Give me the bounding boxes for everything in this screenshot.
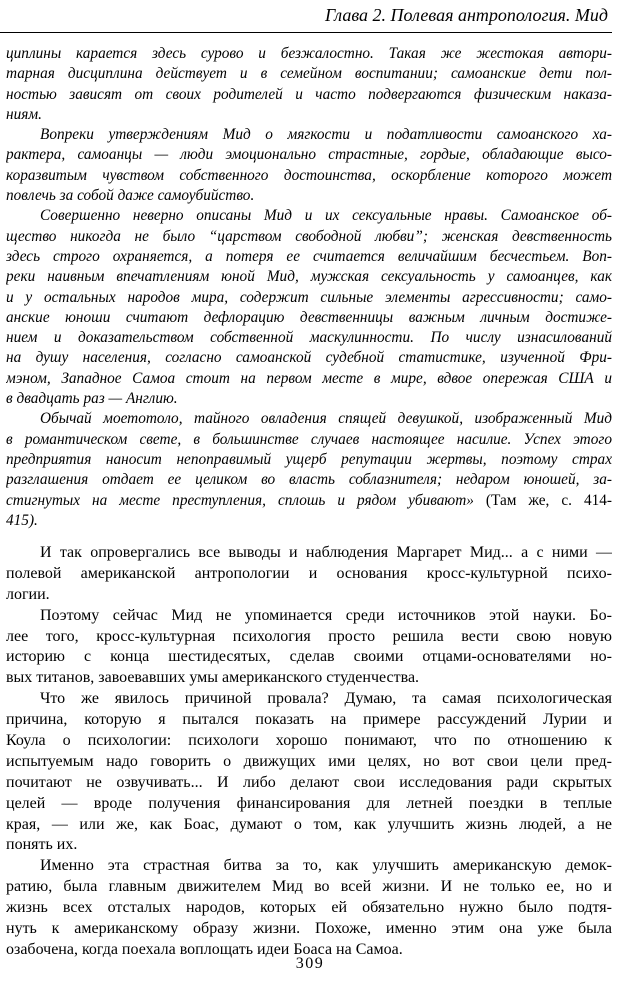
- quote-line: в двадцать раз — Англию.: [6, 390, 178, 408]
- quote-line: ниям.: [6, 105, 42, 123]
- quote-line: Вопреки утверждениям Мид о мягкости и податливости самоанского ха-: [40, 126, 612, 144]
- quote-line-with-citation: [6, 491, 612, 511]
- body-line: вых титанов, завоевавших умы американского студенчества.: [6, 669, 420, 687]
- quote-line: на душу населения, согласно самоанской судебной статистике, изученной Фри-: [6, 349, 612, 367]
- body-line: Коула о психологии: психологи хорошо понимают, что по отношению к: [6, 732, 612, 750]
- quote-line: и у остальных народов мира, содержит сильные элементы агрессивности; само-: [6, 288, 612, 306]
- body-line: полевой американской антропологии и основания кросс-культурной психо-: [6, 564, 612, 582]
- body-line: Именно эта страстная битва за то, как улучшить американскую демок-: [40, 857, 612, 875]
- quote-line: стигнутых на месте преступления, сплошь и рядом убивают»: [6, 491, 474, 509]
- body-line: края, — или же, как Боас, думают о том, как улучшить жизнь людей, а не: [6, 815, 612, 833]
- quote-line: Совершенно неверно описаны Мид и их сексуальные нравы. Самоанское об-: [40, 207, 612, 225]
- body-line: лее того, кросс-культурная психология просто решила вести свою новую: [6, 627, 612, 645]
- quote-line: мэном, Западное Самоа стоит на первом месте в мире, вдвое опережая США и: [6, 369, 612, 387]
- body-line: понять их.: [6, 836, 78, 854]
- quote-line: здесь строго охраняется, а потеря ее считается величайшим бесчестьем. Воп-: [6, 247, 612, 265]
- quote-citation-end: 415).: [6, 511, 38, 529]
- quote-line: нием и доказательством собственной маскулинности. По числу изнасилований: [6, 329, 612, 347]
- body-line: испытуемым надо говорить о движущих ими целях, но вот свои цели пред-: [6, 752, 612, 770]
- quote-line: рактера, самоанцы — люди эмоционально страстные, гордые, обладающие высо-: [6, 146, 612, 164]
- body-line: историю с конца шестидесятых, сделав своими отцами-основателями но-: [6, 648, 612, 666]
- body-line: почитают не озвучивать... И либо делают свои исследования ради скрытых: [6, 773, 612, 791]
- quote-line: щество никогда не было “царством свободной любви”; женская девственность: [6, 227, 612, 245]
- quote-line: тарная дисциплина действует и в семейном воспитании; самоанские дети пол-: [6, 65, 612, 83]
- quote-block: [6, 44, 612, 531]
- body-line: нуть к американскому образу жизни. Похоже, именно этим она уже была: [6, 920, 612, 938]
- quote-line: в романтическом свете, в большинстве случаев настоящее насилие. Успех этого: [6, 430, 612, 448]
- quote-line: реки наивным впечатлениям юной Мид, мужская сексуальность у самоанцев, как: [6, 268, 612, 286]
- header-title: Глава 2. Полевая антропология. Мид: [325, 5, 608, 25]
- body-line: жизнь всех отсталых народов, которых ей обязательно нужно было подтя-: [6, 899, 612, 917]
- body-line: ратию, была главным движителем Мид во всей жизни. И не только ее, но и: [6, 878, 612, 896]
- body-text: [6, 543, 612, 961]
- quote-line: повлечь за собой даже самоубийство.: [6, 187, 255, 205]
- body-line: целей — вроде получения финансирования для летней поездки в теплые: [6, 794, 612, 812]
- quote-line: Обычай моетотоло, тайного овладения спящей девушкой, изображенный Мид: [40, 410, 612, 428]
- quote-line: анские юноши считают дефлорацию девственницы важным личным достиже-: [6, 308, 612, 326]
- running-header: [0, 0, 612, 33]
- body-line: озабочена, когда поехала воплощать идеи Боаса на Самоа.: [6, 940, 403, 958]
- body-line: причина, которую я пытался показать на примере рассуждений Лурии и: [6, 711, 612, 729]
- quote-line: циплины карается здесь сурово и безжалостно. Такая же жестокая автори-: [6, 45, 612, 62]
- body-line: И так опровергались все выводы и наблюдения Маргарет Мид... а с ними —: [40, 544, 612, 561]
- quote-citation: (Там же, с. 414-: [473, 491, 612, 509]
- page-number: 309: [295, 955, 325, 972]
- quote-line: коразвитым чувством собственного достоинства, оскорбление которого может: [6, 166, 612, 184]
- body-line: Поэтому сейчас Мид не упоминается среди источников этой науки. Бо-: [40, 606, 612, 624]
- quote-line: предприятия наносит непоправимый ущерб репутации жертвы, поэтому страх: [6, 450, 612, 468]
- quote-line: ностью зависят от своих родителей и часто подвергаются физическим наказа-: [6, 85, 612, 103]
- quote-line: разглашения отдает ее целиком во власть соблазнителя; недаром юношей, за-: [6, 471, 612, 489]
- body-line: логии.: [6, 585, 50, 603]
- body-line: Что же явилось причиной провала? Думаю, та самая психологическая: [40, 690, 612, 708]
